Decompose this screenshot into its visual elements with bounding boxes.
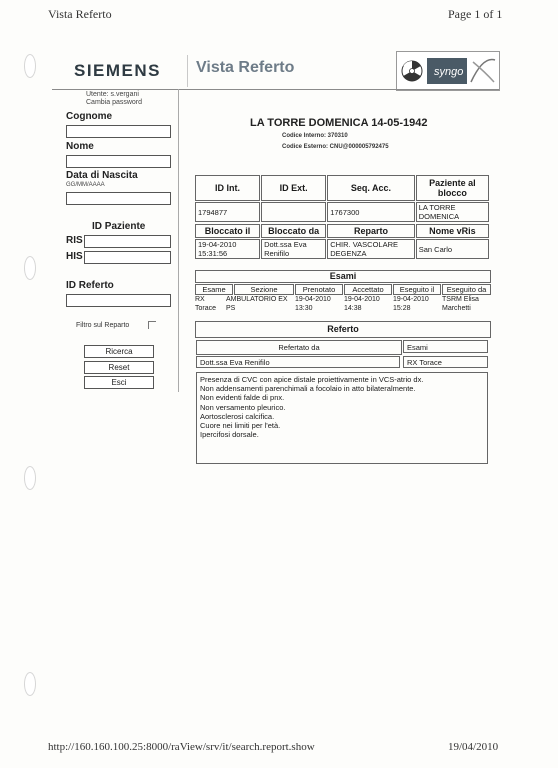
referto-title: Referto — [195, 321, 491, 338]
block-table — [194, 223, 490, 260]
id-referto-input[interactable] — [66, 294, 171, 307]
esami-header: Accettato — [344, 284, 392, 295]
referto-line: Non versamento pleurico. — [200, 402, 286, 412]
sezione-value: AMBULATORIO EX PS — [226, 296, 288, 312]
esami-header: Eseguito da — [442, 284, 491, 295]
esami-header: Esame — [195, 284, 233, 295]
ids-header: ID Int. — [195, 175, 260, 201]
esami-title: Esami — [195, 270, 491, 283]
nome-input[interactable] — [66, 155, 171, 168]
id-referto-label: ID Referto — [66, 280, 114, 291]
referto-line: Presenza di CVC con apice distale proiettivamente in VCS-atrio dx. — [200, 375, 424, 384]
patient-name-dob: LA TORRE DOMENICA 14-05-1942 — [250, 117, 428, 129]
dob-format-hint: GG/MM/AAAA — [66, 182, 105, 188]
print-footer-date: 19/04/2010 — [448, 741, 499, 753]
print-header-title: Vista Referto — [48, 7, 112, 21]
ids-header: ID Ext. — [261, 175, 326, 201]
esci-button[interactable]: Esci — [84, 376, 154, 389]
refertato-da-label: Refertato da — [196, 340, 402, 355]
ris-input[interactable] — [84, 235, 171, 248]
block-header: Reparto — [327, 224, 415, 238]
syngo-icon — [397, 52, 499, 90]
punch-hole — [24, 256, 36, 280]
dob-label: Data di Nascita — [66, 170, 138, 181]
esami-label: Esami — [403, 340, 488, 353]
his-input[interactable] — [84, 251, 171, 264]
print-header-page: Page 1 of 1 — [448, 7, 503, 21]
esami-header: Prenotato — [295, 284, 343, 295]
filtro-reparto-label: Filtro sul Reparto — [76, 322, 130, 329]
nome-vris-value: San Carlo — [416, 239, 489, 259]
seq-acc-value: 1767300 — [327, 202, 415, 222]
syngo-wordmark: syngo — [434, 66, 464, 78]
ricerca-button[interactable]: Ricerca — [84, 345, 154, 358]
refertato-da-value: Dott.ssa Eva Renifilo — [196, 356, 400, 368]
ids-table — [194, 174, 490, 223]
esami-header: Sezione — [234, 284, 294, 295]
accettato-value: 19-04-2010 14:38 — [344, 296, 380, 312]
esami-header: Eseguito il — [393, 284, 441, 295]
reparto-value: CHIR. VASCOLARE DEGENZA — [327, 239, 415, 259]
block-header: Bloccato da — [261, 224, 326, 238]
his-label: HIS — [66, 251, 83, 262]
referto-line: Non evidenti falde di pnx. — [200, 393, 285, 403]
siemens-logo: SIEMENS — [74, 61, 162, 80]
ris-label: RIS — [66, 235, 83, 246]
bloccato-il-value: 19-04-2010 15:31:56 — [195, 239, 260, 259]
dob-input[interactable] — [66, 192, 171, 205]
punch-hole — [24, 466, 36, 490]
referto-line: Cuore nei limiti per l'età. — [200, 421, 281, 431]
eseguito-il-value: 19-04-2010 15:28 — [393, 296, 429, 312]
prenotato-value: 19-04-2010 13:30 — [295, 296, 331, 312]
filtro-reparto-checkbox[interactable] — [148, 321, 156, 329]
syngo-logo — [396, 51, 500, 91]
punch-hole — [24, 54, 36, 78]
reset-button[interactable]: Reset — [84, 361, 154, 374]
referto-line: Aortosclerosi calcifica. — [200, 411, 275, 421]
referto-line: Ipercifosi dorsale. — [200, 430, 259, 440]
nome-label: Nome — [66, 141, 94, 152]
id-int-value: 1794877 — [195, 202, 260, 222]
referto-text — [196, 372, 488, 464]
esami-value: RX Torace — [403, 356, 488, 368]
ids-header: Seq. Acc. — [327, 175, 415, 201]
change-password-link[interactable]: Cambia password — [86, 99, 143, 106]
block-header: Bloccato il — [195, 224, 260, 238]
block-header: Nome vRis — [416, 224, 489, 238]
codice-esterno: Codice Esterno: CNU@000005792475 — [282, 144, 389, 150]
id-paziente-label: ID Paziente — [92, 221, 146, 232]
referto-line: Non addensamenti parenchimali a focolaio in atto bilateralmente. — [200, 384, 416, 394]
punch-hole — [24, 672, 36, 696]
bloccato-da-value: Dott.ssa Eva Renifilo — [261, 239, 326, 259]
eseguito-da-value: TSRM Elisa Marchetti — [442, 296, 479, 312]
header-divider — [187, 55, 188, 87]
cognome-input[interactable] — [66, 125, 171, 138]
print-footer-url: http://160.160.100.25:8000/raView/srv/it/search.report.show — [48, 741, 315, 753]
id-ext-value — [261, 202, 326, 222]
paziente-blocco-value: LA TORRE DOMENICA — [416, 202, 489, 222]
esame-value: RX Torace — [195, 296, 217, 312]
app-title: Vista Referto — [196, 59, 295, 76]
current-user: Utente: s.vergani — [86, 91, 139, 98]
codice-interno: Codice Interno: 370310 — [282, 133, 348, 139]
ids-header: Paziente al blocco — [416, 175, 489, 201]
cognome-label: Cognome — [66, 111, 113, 122]
